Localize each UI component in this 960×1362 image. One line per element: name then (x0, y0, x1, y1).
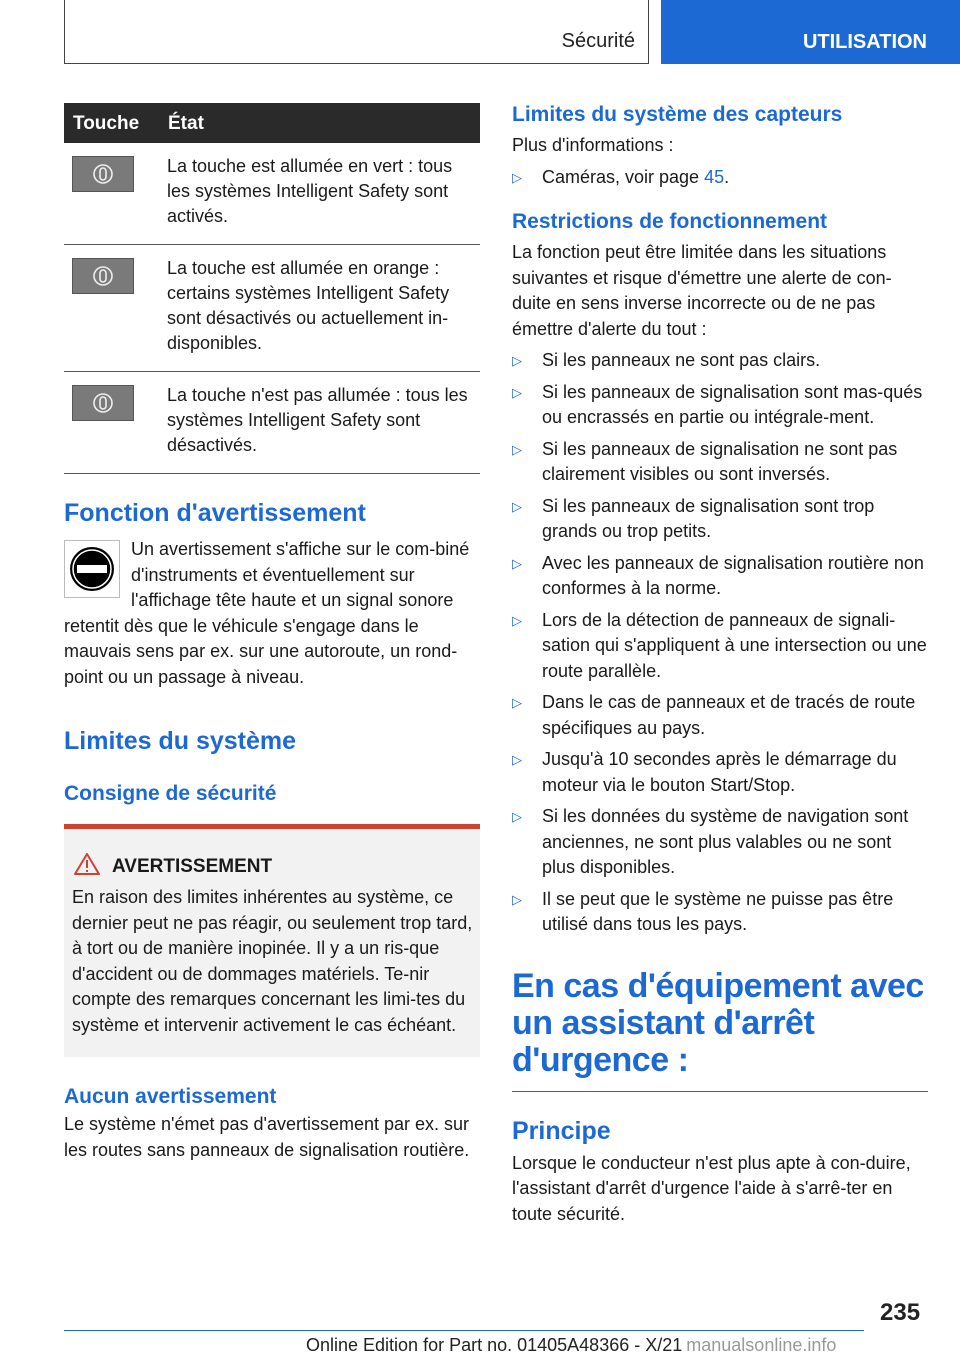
warning-triangle-icon (74, 853, 100, 881)
emergency-assistant-title: En cas d'équipement avec un assistant d'arrêt d'urgence : (512, 966, 924, 1079)
list-item-text: Si les panneaux de signalisation sont mas-qués ou encrassés en partie ou intégrale-ment. (542, 381, 923, 427)
title-divider (512, 1091, 928, 1092)
no-entry-icon (64, 540, 120, 598)
restrictions-intro: La fonction peut être limitée dans les situations suivantes et risque d'émettre une alerte de con-duite en sens inverse incorrecte ou de ne pas émettre d'alerte du tout : (512, 242, 892, 339)
warning-box (64, 824, 480, 1057)
header-section-box (64, 0, 649, 64)
list-item-text: Dans le cas de panneaux et de tracés de route spécifiques au pays. (542, 692, 916, 738)
right-column (512, 103, 928, 1227)
bullet-triangle-icon: ▷ (512, 809, 522, 824)
table-header-row (64, 103, 480, 143)
page-number: 235 (880, 1299, 921, 1326)
list-item (512, 437, 928, 488)
principle-title: Principe (512, 1116, 611, 1145)
list-item-text: Si les panneaux de signalisation ne sont pas clairement visibles ou sont inversés. (542, 438, 898, 484)
footer-edition-text: Online Edition for Part no. 01405A48366 - X/21 (306, 1335, 683, 1355)
list-item (512, 551, 928, 602)
warning-function-text-rest: retentit dès que le véhicule s'engage dans le mauvais sens par ex. sur une autoroute, un rond-point ou un passage à niveau. (64, 615, 458, 687)
list-item (512, 494, 928, 545)
bullet-triangle-icon: ▷ (512, 353, 522, 368)
bullet-triangle-icon: ▷ (512, 612, 522, 628)
list-item (512, 690, 928, 741)
page-reference-link[interactable]: 45 (704, 166, 725, 187)
table-row (64, 372, 480, 474)
principle-text: Lorsque le conducteur n'est plus apte à con-duire, l'assistant d'arrêt d'urgence l'aide à s'arrê-ter en toute sécurité. (512, 1152, 911, 1224)
table-cell-text: La touche n'est pas allumée : tous les systèmes Intelligent Safety sont désactivés. (159, 372, 480, 474)
sensor-limits-list (512, 165, 928, 191)
warning-box-header (72, 853, 473, 881)
safety-notice-title: Consigne de sécurité (64, 782, 277, 805)
list-item-text: Avec les panneaux de signalisation routière non conformes à la norme. (542, 552, 924, 598)
warning-function-title: Fonction d'avertissement (64, 499, 366, 527)
table-row (64, 143, 480, 245)
list-item-end: . (724, 166, 730, 187)
system-limits-title: Limites du système (64, 727, 297, 755)
chapter-title: UTILISATION (802, 31, 927, 53)
table-cell-icon (64, 143, 159, 245)
list-item (512, 380, 928, 431)
bullet-triangle-icon: ▷ (512, 752, 522, 767)
sensor-limits-intro: Plus d'informations : (512, 135, 674, 155)
list-item-text: Si les panneaux ne sont pas clairs. (542, 350, 821, 370)
list-item (512, 804, 928, 881)
table-row (64, 245, 480, 372)
list-item (512, 165, 928, 191)
section-title: Sécurité (561, 30, 635, 52)
list-item (512, 747, 928, 798)
bullet-triangle-icon: ▷ (512, 891, 522, 907)
restrictions-list (512, 348, 928, 938)
bullet-triangle-icon: ▷ (512, 555, 522, 571)
table-cell-text: La touche est allumée en orange : certains systèmes Intelligent Safety sont désactivés ou actuellement in-disponibles. (159, 245, 480, 372)
no-warning-title: Aucun avertissement (64, 1085, 277, 1108)
bullet-triangle-icon: ▷ (512, 384, 522, 400)
footer-edition (306, 1335, 836, 1356)
button-state-table (64, 103, 480, 474)
warning-text: En raison des limites inhérentes au système, ce dernier peut ne pas réagir, ou seulement trop tard, à tort ou de manière inopinée. Il y a un ris-que d'accident ou de dommages matériels. Te-nir compte des remarques concernant les limi-tes du système et intervenir activement le cas échéant. (72, 887, 473, 1035)
left-column (64, 103, 480, 1163)
footer-watermark: manualsonline.info (686, 1335, 837, 1355)
footer-divider (64, 1330, 864, 1331)
warning-function-text: Un avertissement s'affiche sur le com-biné d'instruments et éventuellement sur l'affichage tête haute et un signal sonore (131, 539, 470, 610)
list-item-text: Lors de la détection de panneaux de signali-sation qui s'appliquent à une intersection ou une route parallèle. (542, 609, 927, 681)
intelligent-safety-button-icon (72, 156, 134, 192)
bullet-triangle-icon: ▷ (512, 169, 522, 185)
list-item (512, 608, 928, 685)
list-item-text: Si les données du système de navigation sont anciennes, ne sont plus valables ou ne sont plus disponibles. (542, 806, 909, 877)
table-cell-icon (64, 245, 159, 372)
restrictions-title: Restrictions de fonctionnement (512, 210, 828, 233)
intelligent-safety-button-icon (72, 258, 134, 294)
list-item (512, 887, 928, 938)
table-header-state: État (159, 103, 480, 143)
table-cell-icon (64, 372, 159, 474)
intelligent-safety-button-icon (72, 385, 134, 421)
bullet-triangle-icon: ▷ (512, 441, 522, 457)
list-item-text: Caméras, voir page (542, 166, 705, 187)
bullet-triangle-icon: ▷ (512, 498, 522, 514)
list-item-text: Il se peut que le système ne puisse pas être utilisé dans tous les pays. (542, 888, 894, 934)
warning-label: AVERTISSEMENT (112, 856, 273, 877)
sensor-limits-title: Limites du système des capteurs (512, 103, 843, 126)
list-item (512, 348, 928, 374)
table-cell-text: La touche est allumée en vert : tous les systèmes Intelligent Safety sont activés. (159, 143, 480, 245)
table-header-key: Touche (64, 103, 159, 143)
no-warning-text: Le système n'émet pas d'avertissement par ex. sur les routes sans panneaux de signalisation routière. (64, 1114, 470, 1160)
warning-function-block (64, 537, 480, 690)
list-item-text: Si les panneaux de signalisation sont trop grands ou trop petits. (542, 495, 875, 541)
bullet-triangle-icon: ▷ (512, 695, 522, 710)
list-item-text: Jusqu'à 10 secondes après le démarrage du moteur via le bouton Start/Stop. (542, 749, 897, 795)
chapter-tab (661, 0, 960, 64)
